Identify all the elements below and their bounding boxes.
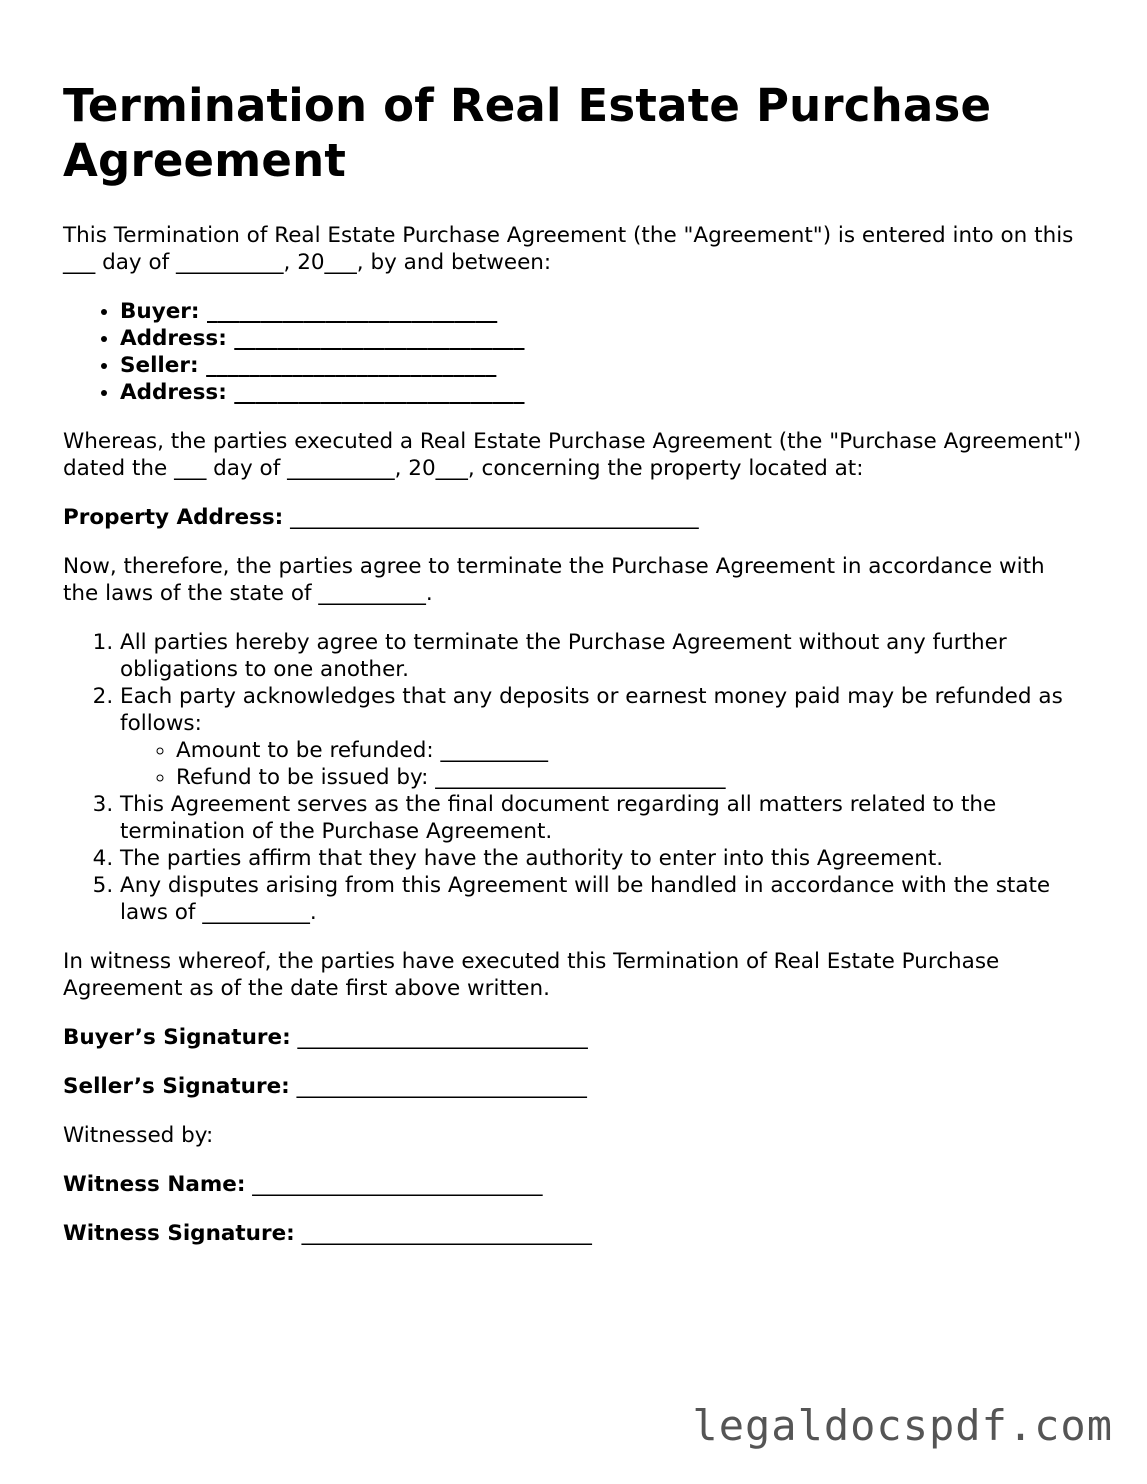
witness-signature-blank: ___________________________ (301, 1221, 592, 1246)
intro-paragraph: This Termination of Real Estate Purchase Agreement (the "Agreement") is entered into on this ___ day of __________, 20___, by and between: (63, 223, 1074, 275)
property-address-label: Property Address: (63, 505, 284, 530)
property-address-line (63, 504, 1083, 531)
term-item: 3. This Agreement serves as the final document regarding all matters related to the termination of the Purchase Agreement. (120, 791, 1083, 845)
property-address-blank: ______________________________________ (290, 505, 699, 530)
parties-list (63, 298, 1083, 406)
witness-signature-line (63, 1220, 1083, 1247)
witnessed-by-label: Witnessed by: (63, 1123, 214, 1148)
document-page (63, 78, 1083, 1269)
buyer-signature-line (63, 1024, 1083, 1051)
party-buyer-address (120, 325, 1083, 352)
party-label: Address: (120, 326, 227, 351)
terms-list (63, 629, 1083, 926)
witness-clause: In witness whereof, the parties have executed this Termination of Real Estate Purchase Agreement as of the date first above written. (63, 949, 1000, 1001)
party-label: Buyer: (120, 299, 200, 324)
party-seller-address (120, 379, 1083, 406)
refund-item: ◦ Refund to be issued by: ___________________________ (176, 764, 1083, 791)
witness-name-label: Witness Name: (63, 1172, 246, 1197)
witness-signature-label: Witness Signature: (63, 1221, 295, 1246)
seller-signature-label: Seller’s Signature: (63, 1074, 290, 1099)
document-title: Termination of Real Estate Purchase Agreement (63, 79, 992, 187)
party-blank: ___________________________ (234, 380, 525, 405)
buyer-signature-blank: ___________________________ (297, 1025, 588, 1050)
party-blank: ___________________________ (206, 353, 497, 378)
party-blank: ___________________________ (207, 299, 498, 324)
party-buyer (120, 298, 1083, 325)
whereas-paragraph: Whereas, the parties executed a Real Estate Purchase Agreement (the "Purchase Agreement") dated the ___ day of __________, 20___, concerning the property located at: (63, 429, 1082, 481)
seller-signature-line (63, 1073, 1083, 1100)
refund-item: ◦ Amount to be refunded: __________ (176, 737, 1083, 764)
party-label: Address: (120, 380, 227, 405)
refund-list (120, 737, 1083, 791)
party-blank: ___________________________ (234, 326, 525, 351)
party-label: Seller: (120, 353, 199, 378)
party-seller (120, 352, 1083, 379)
watermark-text: legaldocspdf.com (692, 1401, 1113, 1450)
term-item: 5. Any disputes arising from this Agreement will be handled in accordance with the state laws of __________. (120, 872, 1083, 926)
term-item: 4. The parties affirm that they have the authority to enter into this Agreement. (120, 845, 1083, 872)
seller-signature-blank: ___________________________ (296, 1074, 587, 1099)
buyer-signature-label: Buyer’s Signature: (63, 1025, 291, 1050)
witness-name-blank: ___________________________ (252, 1172, 543, 1197)
term-item: 1. All parties hereby agree to terminate the Purchase Agreement without any further obligations to one another. (120, 629, 1083, 683)
witness-name-line (63, 1171, 1083, 1198)
term-item: 2. Each party acknowledges that any deposits or earnest money paid may be refunded as follows: ◦ Amount to be refunded: __________ ◦ Refund to be issued by: ___________________________ (120, 683, 1083, 791)
now-therefore-paragraph: Now, therefore, the parties agree to terminate the Purchase Agreement in accordance with the laws of the state of __________. (63, 554, 1045, 606)
